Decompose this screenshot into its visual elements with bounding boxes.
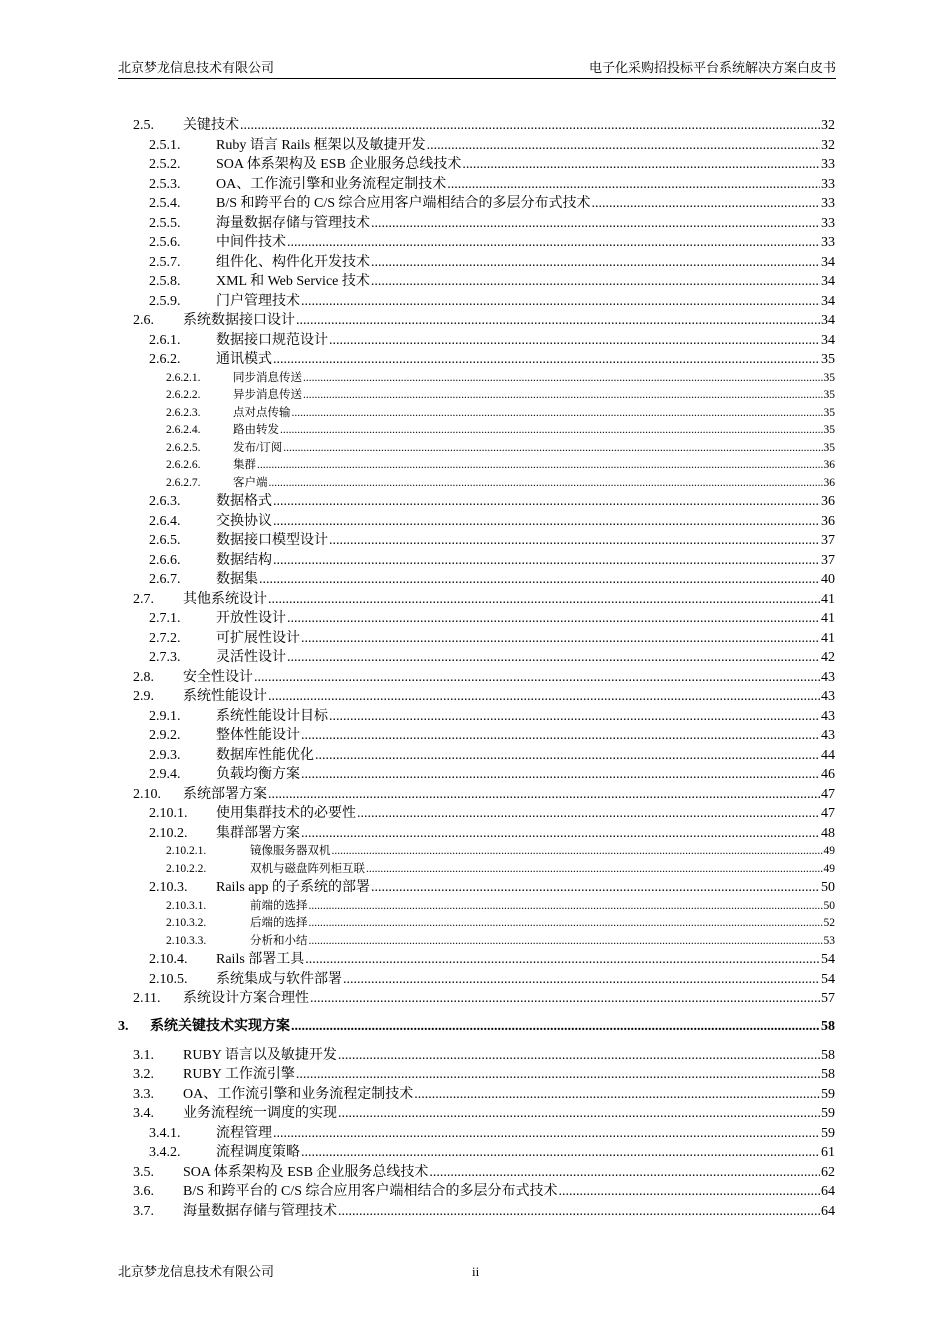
toc-entry-title: 发布/订阅 [233, 441, 283, 454]
toc-entry-page: 57 [821, 991, 835, 1006]
toc-entry-number: 2.5.7. [149, 254, 181, 270]
toc-entry-title: 系统设计方案合理性 [183, 991, 309, 1006]
toc-entry[interactable] [149, 629, 835, 649]
toc-entry-page: 42 [821, 650, 835, 665]
toc-entry-page: 61 [821, 1145, 835, 1160]
toc-entry-title: 海量数据存储与管理技术 [216, 215, 370, 231]
toc-entry-page: 35 [823, 389, 835, 401]
toc-entry-number: 2.10.3.1. [166, 899, 207, 912]
toc-entry[interactable] [166, 933, 835, 951]
toc-entry[interactable] [149, 214, 835, 234]
toc-entry-title: 系统性能设计 [183, 689, 267, 704]
toc-dot-leader [303, 370, 823, 388]
toc-entry-title: 负载均衡方案 [216, 767, 300, 782]
toc-entry[interactable] [149, 194, 835, 214]
toc-entry-number: 2.10.3. [149, 880, 188, 895]
toc-entry-title: 可扩展性设计 [216, 630, 300, 646]
toc-entry-number: 2.10.1. [149, 806, 188, 821]
toc-entry-page: 34 [821, 274, 835, 289]
toc-entry-page: 43 [821, 728, 835, 743]
toc-entry-number: 3. [118, 1018, 129, 1034]
toc-entry-number: 2.7.2. [149, 630, 181, 646]
toc-entry-page: 50 [821, 880, 835, 895]
toc-entry-title: 数据集 [216, 572, 258, 587]
toc-entry[interactable] [149, 253, 835, 273]
toc-dot-leader [559, 1182, 820, 1202]
toc-entry-title: 同步消息传送 [233, 371, 302, 384]
toc-entry[interactable] [118, 1017, 835, 1037]
toc-entry-number: 2.9.4. [149, 767, 181, 782]
toc-entry-title: SOA 体系架构及 ESB 企业服务总线技术 [183, 1164, 429, 1180]
toc-entry-number: 2.10.2.1. [166, 845, 207, 857]
toc-entry-page: 59 [821, 1086, 835, 1102]
toc-entry-title: B/S 和跨平台的 C/S 综合应用客户端相结合的多层分布式技术 [216, 196, 591, 211]
toc-entry[interactable] [149, 233, 835, 253]
toc-dot-leader [429, 1163, 820, 1183]
toc-entry-page: 32 [821, 118, 835, 133]
toc-entry-number: 2.7. [133, 591, 154, 607]
toc-entry-number: 2.6.2.5. [166, 441, 201, 454]
toc-entry-number: 3.4.2. [149, 1145, 181, 1160]
toc-entry-number: 2.6.7. [149, 572, 181, 587]
toc-entry-page: 41 [821, 611, 835, 626]
toc-entry-number: 2.6.5. [149, 533, 181, 548]
toc-entry[interactable] [149, 331, 835, 351]
toc-entry-number: 2.5.5. [149, 215, 181, 231]
toc-entry-page: 64 [821, 1184, 835, 1199]
toc-entry-number: 2.6.1. [149, 332, 181, 348]
toc-entry-number: 3.4.1. [149, 1125, 181, 1141]
toc-entry-title: Rails 部署工具 [216, 952, 305, 967]
toc-entry-page: 58 [821, 1047, 835, 1063]
toc-entry[interactable] [149, 804, 835, 824]
toc-entry[interactable] [149, 609, 835, 629]
toc-entry-page: 33 [821, 176, 835, 192]
toc-entry-page: 33 [821, 235, 835, 250]
toc-entry-page: 35 [823, 424, 835, 436]
toc-entry-title: 中间件技术 [216, 235, 286, 250]
toc-dot-leader [273, 350, 820, 370]
toc-entry-page: 36 [823, 476, 835, 489]
toc-dot-leader [296, 1065, 820, 1085]
toc-dot-leader [414, 1085, 820, 1105]
toc-entry[interactable] [133, 311, 835, 331]
toc-entry[interactable] [166, 422, 835, 440]
toc-entry-title: 流程调度策略 [216, 1145, 300, 1160]
toc-entry[interactable] [149, 970, 835, 990]
toc-entry[interactable] [166, 861, 835, 879]
toc-entry-number: 2.5.4. [149, 196, 181, 211]
toc-entry-title: RUBY 工作流引擎 [183, 1067, 295, 1082]
toc-entry[interactable] [133, 1085, 835, 1105]
toc-dot-leader [371, 272, 820, 292]
toc-entry-page: 33 [821, 157, 835, 172]
toc-dot-leader [301, 765, 820, 785]
toc-entry-title: 业务流程统一调度的实现 [183, 1106, 337, 1121]
toc-dot-leader [447, 175, 820, 195]
toc-entry[interactable] [149, 492, 835, 512]
toc-dot-leader [309, 898, 823, 916]
toc-entry-page: 41 [821, 630, 835, 646]
toc-entry-number: 2.5.1. [149, 137, 181, 153]
toc-dot-leader [366, 861, 823, 879]
toc-entry-number: 2.10.2. [149, 825, 188, 841]
toc-entry-title: B/S 和跨平台的 C/S 综合应用客户端相结合的多层分布式技术 [183, 1184, 558, 1199]
toc-entry[interactable] [149, 1143, 835, 1163]
toc-dot-leader [343, 970, 820, 990]
toc-entry[interactable] [133, 687, 835, 707]
toc-entry-title: 数据格式 [216, 494, 272, 509]
toc-dot-leader [427, 136, 820, 156]
toc-dot-leader [259, 570, 820, 590]
toc-entry-number: 2.6.2.6. [166, 459, 201, 471]
toc-entry-number: 2.6.2.4. [166, 424, 201, 436]
toc-entry[interactable] [149, 824, 835, 844]
toc-dot-leader [292, 405, 823, 423]
toc-entry-page: 49 [823, 862, 835, 875]
toc-entry[interactable] [149, 292, 835, 312]
toc-dot-leader [371, 253, 820, 273]
toc-entry-number: 2.10.2.2. [166, 862, 207, 875]
toc-entry-number: 2.6.6. [149, 552, 181, 568]
toc-entry[interactable] [133, 668, 835, 688]
toc-entry-page: 59 [821, 1125, 835, 1141]
toc-entry-page: 40 [821, 572, 835, 587]
header-company: 北京梦龙信息技术有限公司 [118, 60, 275, 75]
toc-entry-number: 2.5.9. [149, 293, 181, 309]
toc-entry-title: 分析和小结 [250, 934, 308, 947]
toc-entry-title: 使用集群技术的必要性 [216, 806, 356, 821]
toc-entry-number: 2.5. [133, 118, 154, 133]
toc-entry[interactable] [133, 1046, 835, 1066]
toc-dot-leader [301, 726, 820, 746]
toc-entry-title: 通讯模式 [216, 352, 272, 367]
toc-entry[interactable] [133, 116, 835, 136]
toc-entry-number: 2.7.3. [149, 650, 181, 665]
toc-entry-number: 2.6.2.7. [166, 476, 201, 489]
toc-entry-number: 2.6.2. [149, 352, 181, 367]
toc-entry-title: 路由转发 [233, 424, 279, 436]
toc-entry-page: 35 [823, 441, 835, 454]
toc-dot-leader [283, 440, 822, 458]
toc-entry-title: 安全性设计 [183, 669, 253, 685]
toc-entry[interactable] [149, 136, 835, 156]
toc-entry-number: 2.10. [133, 786, 161, 802]
toc-dot-leader [303, 387, 823, 405]
toc-dot-leader [338, 1104, 820, 1124]
toc-entry-title: 数据接口规范设计 [216, 332, 328, 348]
toc-entry-page: 62 [821, 1164, 835, 1180]
toc-entry-page: 58 [821, 1018, 835, 1034]
toc-entry-number: 2.5.2. [149, 157, 181, 172]
toc-entry-page: 41 [821, 591, 835, 607]
toc-dot-leader [268, 687, 820, 707]
toc-entry-title: 关键技术 [183, 118, 239, 133]
toc-entry[interactable] [166, 440, 835, 458]
toc-entry-number: 2.6. [133, 313, 154, 328]
toc-entry[interactable] [133, 1202, 835, 1222]
toc-entry-page: 33 [821, 196, 835, 211]
toc-entry-number: 2.6.2.2. [166, 389, 201, 401]
toc-entry[interactable] [166, 475, 835, 493]
toc-entry-page: 36 [821, 513, 835, 529]
toc-entry-number: 3.4. [133, 1106, 154, 1121]
toc-dot-leader [287, 648, 820, 668]
toc-dot-leader [273, 1124, 820, 1144]
page-header [118, 58, 836, 79]
toc-entry-title: Rails app 的子系统的部署 [216, 880, 370, 895]
toc-entry[interactable] [149, 272, 835, 292]
toc-entry-title: 海量数据存储与管理技术 [183, 1203, 337, 1219]
toc-entry-title: 整体性能设计 [216, 728, 300, 743]
toc-entry-number: 2.6.2.1. [166, 371, 201, 384]
toc-entry-page: 47 [821, 786, 835, 802]
toc-entry-number: 2.11. [133, 991, 161, 1006]
toc-entry-page: 52 [823, 917, 835, 929]
toc-entry-title: 双机与磁盘阵列柜互联 [250, 862, 365, 875]
toc-dot-leader [310, 989, 820, 1009]
toc-dot-leader [329, 531, 820, 551]
toc-entry[interactable] [149, 570, 835, 590]
toc-entry-title: 系统关键技术实现方案 [150, 1018, 290, 1034]
toc-entry-page: 48 [821, 825, 835, 841]
toc-dot-leader [269, 475, 823, 493]
toc-entry-title: 开放性设计 [216, 611, 286, 626]
toc-entry-number: 2.6.2.3. [166, 406, 201, 419]
toc-entry-title: 灵活性设计 [216, 650, 286, 665]
toc-entry-number: 3.1. [133, 1047, 154, 1063]
toc-entry[interactable] [133, 989, 835, 1009]
footer-company: 北京梦龙信息技术有限公司 [118, 1264, 275, 1279]
toc-entry-number: 2.5.8. [149, 274, 181, 289]
toc-entry-number: 3.2. [133, 1067, 154, 1082]
toc-entry[interactable] [149, 551, 835, 571]
toc-entry-page: 34 [821, 313, 835, 328]
toc-entry-page: 58 [821, 1067, 835, 1082]
toc-entry-title: 集群 [233, 459, 256, 471]
toc-entry-page: 33 [821, 215, 835, 231]
toc-entry-number: 2.9.2. [149, 728, 181, 743]
toc-entry[interactable] [149, 512, 835, 532]
toc-dot-leader [254, 668, 820, 688]
toc-dot-leader [371, 214, 820, 234]
toc-entry-page: 46 [821, 767, 835, 782]
toc-entry-title: 数据结构 [216, 552, 272, 568]
toc-entry-number: 2.9.1. [149, 708, 181, 724]
toc-dot-leader [309, 915, 823, 933]
toc-entry-page: 35 [821, 352, 835, 367]
toc-entry[interactable] [133, 590, 835, 610]
toc-entry-title: 系统数据接口设计 [183, 313, 295, 328]
toc-dot-leader [268, 590, 820, 610]
toc-entry-page: 49 [823, 845, 835, 857]
toc-entry-page: 36 [821, 494, 835, 509]
toc-entry-title: 门户管理技术 [216, 293, 300, 309]
toc-entry-title: 前端的选择 [250, 899, 308, 912]
toc-entry[interactable] [166, 898, 835, 916]
toc-entry-page: 54 [821, 971, 835, 987]
toc-entry-number: 2.10.4. [149, 952, 188, 967]
page-footer [118, 1262, 838, 1282]
toc-entry-title: 其他系统设计 [183, 591, 267, 607]
toc-entry-number: 2.8. [133, 669, 154, 685]
toc-entry-page: 34 [821, 293, 835, 309]
toc-entry[interactable] [149, 950, 835, 970]
toc-entry[interactable] [149, 531, 835, 551]
toc-entry-number: 2.10.3.2. [166, 917, 207, 929]
toc-entry-number: 2.9. [133, 689, 154, 704]
toc-dot-leader [309, 933, 823, 951]
toc-entry[interactable] [133, 1182, 835, 1202]
toc-entry[interactable] [149, 350, 835, 370]
toc-dot-leader [338, 1046, 820, 1066]
toc-entry[interactable] [166, 843, 835, 861]
toc-entry-title: 系统部署方案 [183, 786, 267, 802]
toc-dot-leader [301, 629, 820, 649]
toc-entry-number: 2.5.6. [149, 235, 181, 250]
toc-entry[interactable] [149, 155, 835, 175]
toc-entry-number: 2.9.3. [149, 747, 181, 763]
toc-entry-page: 47 [821, 806, 835, 821]
toc-entry-number: 2.10.3.3. [166, 934, 207, 947]
toc-entry-title: 集群部署方案 [216, 825, 300, 841]
toc-entry[interactable] [149, 878, 835, 898]
toc-entry-page: 44 [821, 747, 835, 763]
toc-entry-page: 53 [823, 934, 835, 947]
toc-entry[interactable] [133, 1065, 835, 1085]
toc-entry-page: 37 [821, 552, 835, 568]
toc-entry[interactable] [166, 387, 835, 405]
toc-dot-leader [280, 422, 823, 440]
toc-entry[interactable] [149, 175, 835, 195]
toc-dot-leader [273, 551, 820, 571]
toc-entry-title: 流程管理 [216, 1125, 272, 1141]
footer-page-number: ii [472, 1264, 480, 1279]
toc-entry-page: 37 [821, 533, 835, 548]
toc-dot-leader [332, 843, 823, 861]
toc-dot-leader [273, 492, 820, 512]
toc-entry-page: 43 [821, 669, 835, 685]
toc-entry-page: 32 [821, 137, 835, 153]
toc-entry[interactable] [166, 370, 835, 388]
toc-dot-leader [268, 785, 820, 805]
table-of-contents [0, 116, 950, 1221]
toc-dot-leader [240, 116, 820, 136]
toc-dot-leader [338, 1202, 820, 1222]
toc-entry-page: 50 [823, 899, 835, 912]
toc-dot-leader [301, 824, 820, 844]
toc-entry[interactable] [149, 707, 835, 727]
toc-entry-number: 2.6.3. [149, 494, 181, 509]
toc-entry-title: 系统集成与软件部署 [216, 971, 342, 987]
toc-dot-leader [357, 804, 820, 824]
toc-entry-title: XML 和 Web Service 技术 [216, 274, 370, 289]
toc-dot-leader [371, 878, 820, 898]
toc-dot-leader [329, 707, 820, 727]
toc-entry-page: 35 [823, 371, 835, 384]
toc-entry[interactable] [149, 746, 835, 766]
toc-dot-leader [329, 331, 820, 351]
toc-entry-number: 2.5.3. [149, 176, 181, 192]
toc-entry[interactable] [166, 405, 835, 423]
toc-dot-leader [592, 194, 820, 214]
toc-entry-title: SOA 体系架构及 ESB 企业服务总线技术 [216, 157, 462, 172]
toc-entry-title: 异步消息传送 [233, 389, 302, 401]
toc-entry-number: 2.7.1. [149, 611, 181, 626]
toc-entry[interactable] [133, 1104, 835, 1124]
toc-entry[interactable] [133, 1163, 835, 1183]
toc-entry[interactable] [149, 648, 835, 668]
toc-dot-leader [273, 512, 820, 532]
toc-entry-title: Ruby 语言 Rails 框架以及敏捷开发 [216, 137, 426, 153]
toc-entry-title: OA、工作流引擎和业务流程定制技术 [183, 1086, 414, 1102]
toc-dot-leader [296, 311, 820, 331]
toc-entry-title: 交换协议 [216, 513, 272, 529]
toc-entry-title: 点对点传输 [233, 406, 291, 419]
toc-entry-number: 3.6. [133, 1184, 154, 1199]
toc-entry-number: 2.10.5. [149, 971, 188, 987]
header-doc-title: 电子化采购招投标平台系统解决方案白皮书 [588, 60, 836, 75]
toc-entry-title: 镜像服务器双机 [250, 845, 331, 857]
toc-entry[interactable] [166, 457, 835, 475]
toc-entry-title: 后端的选择 [250, 917, 308, 929]
toc-entry-page: 34 [821, 254, 835, 270]
toc-entry[interactable] [149, 726, 835, 746]
toc-entry-title: OA、工作流引擎和业务流程定制技术 [216, 176, 447, 192]
toc-entry-title: 系统性能设计目标 [216, 708, 328, 724]
toc-entry-number: 3.7. [133, 1203, 154, 1219]
toc-entry[interactable] [149, 1124, 835, 1144]
toc-entry[interactable] [133, 785, 835, 805]
toc-entry-page: 64 [821, 1203, 835, 1219]
toc-entry-page: 59 [821, 1106, 835, 1121]
toc-entry-number: 3.5. [133, 1164, 154, 1180]
toc-entry-number: 2.6.4. [149, 513, 181, 529]
toc-dot-leader [287, 233, 820, 253]
toc-entry-page: 35 [823, 406, 835, 419]
toc-entry-title: 数据库性能优化 [216, 747, 314, 763]
toc-entry-page: 43 [821, 708, 835, 724]
toc-dot-leader [462, 155, 820, 175]
toc-dot-leader [315, 746, 820, 766]
toc-entry-page: 54 [821, 952, 835, 967]
toc-dot-leader [305, 950, 820, 970]
toc-entry[interactable] [166, 915, 835, 933]
toc-dot-leader [287, 609, 820, 629]
toc-dot-leader [257, 457, 823, 475]
toc-entry[interactable] [149, 765, 835, 785]
toc-entry-title: 客户端 [233, 476, 268, 489]
toc-entry-title: RUBY 语言以及敏捷开发 [183, 1047, 337, 1063]
toc-entry-title: 组件化、构件化开发技术 [216, 254, 370, 270]
toc-dot-leader [301, 292, 820, 312]
toc-entry-page: 43 [821, 689, 835, 704]
toc-dot-leader [301, 1143, 820, 1163]
toc-entry-page: 36 [823, 459, 835, 471]
toc-dot-leader [291, 1017, 820, 1037]
toc-entry-page: 34 [821, 332, 835, 348]
toc-entry-number: 3.3. [133, 1086, 154, 1102]
toc-entry-title: 数据接口模型设计 [216, 533, 328, 548]
